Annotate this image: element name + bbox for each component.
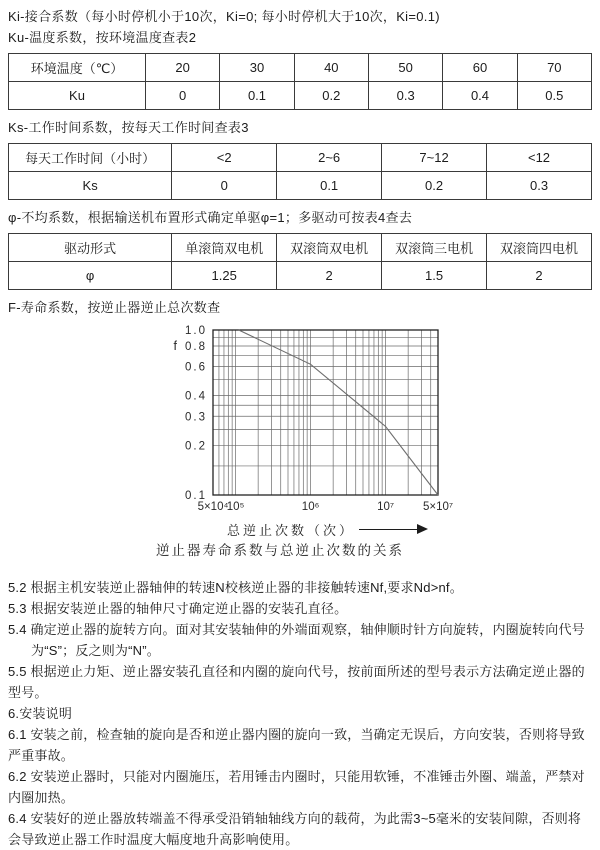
x-tick-label: 10⁶ bbox=[301, 501, 320, 513]
section-5-3: 5.3 根据安装逆止器的轴伸尺寸确定逆止器的安装孔直径。 bbox=[8, 601, 348, 616]
table-cell: 2 bbox=[487, 262, 592, 290]
table-cell: 0 bbox=[146, 82, 220, 110]
intro-line-ku: Ku-温度系数，按环境温度查表2 bbox=[8, 30, 197, 45]
table-cell: 2 bbox=[277, 262, 382, 290]
table-cell: Ks bbox=[9, 172, 172, 200]
table-cell: 0.1 bbox=[277, 172, 382, 200]
table-header-cell: <2 bbox=[172, 144, 277, 172]
table-header-cell: 环境温度（℃） bbox=[9, 54, 146, 82]
intro-line-f: F-寿命系数，按逆止器逆止总次数查 bbox=[8, 300, 221, 315]
chart-x-axis-title: 总逆止次数（次） bbox=[226, 522, 355, 538]
y-tick-label: 0.1 bbox=[185, 490, 207, 502]
x-axis-arrow-icon bbox=[359, 524, 428, 534]
section-6-heading: 6.安装说明 bbox=[8, 706, 73, 721]
y-tick-label: 0.6 bbox=[185, 361, 207, 374]
worktime-coefficient-table bbox=[8, 143, 592, 200]
section-6-2: 6.2 安装逆止器时，只能对内圈施压，若用锤击内圈时，只能用软锤，不准锤击外圈、端盖，严禁对内圈加热。 bbox=[8, 769, 585, 805]
x-tick-label: 5×10⁷ bbox=[422, 501, 454, 513]
table-header-cell: 50 bbox=[368, 54, 442, 82]
table-cell: 0 bbox=[172, 172, 277, 200]
table-header-cell: 30 bbox=[220, 54, 294, 82]
table-header-cell: 双滚筒三电机 bbox=[382, 234, 487, 262]
intro-line-ks: Ks-工作时间系数，按每天工作时间查表3 bbox=[8, 120, 249, 135]
section-6-1: 6.1 安装之前，检查轴的旋向是否和逆止器内圈的旋向一致，当确定无误后，方向安装，否则将导致严重事故。 bbox=[8, 727, 585, 763]
table-header-cell: 20 bbox=[146, 54, 220, 82]
table-header-cell: 每天工作时间（小时） bbox=[9, 144, 172, 172]
chart-caption: 逆止器寿命系数与总逆止次数的关系 bbox=[156, 543, 404, 558]
section-5-2: 5.2 根据主机安装逆止器轴伸的转速N校核逆止器的非接触转速Nf,要求Nd>nf。 bbox=[8, 580, 463, 595]
temperature-coefficient-table bbox=[8, 53, 592, 110]
table-header-cell: 40 bbox=[294, 54, 368, 82]
table-cell: 1.5 bbox=[382, 262, 487, 290]
table-row bbox=[9, 234, 592, 262]
life-coefficient-chart bbox=[148, 323, 460, 519]
table-cell: φ bbox=[9, 262, 172, 290]
y-tick-label: 0.8 bbox=[185, 340, 207, 353]
table-row bbox=[9, 82, 592, 110]
table-header-cell: 驱动形式 bbox=[9, 234, 172, 262]
table-header-cell: 7~12 bbox=[382, 144, 487, 172]
y-tick-label: 1.0 bbox=[185, 325, 207, 337]
x-tick-label: 5×10⁴ bbox=[197, 501, 229, 513]
table-header-cell: 单滚筒双电机 bbox=[172, 234, 277, 262]
y-tick-label: 0.3 bbox=[185, 411, 207, 424]
table-cell: 0.2 bbox=[294, 82, 368, 110]
life-coefficient-chart-block bbox=[8, 323, 592, 559]
table-cell: 0.2 bbox=[382, 172, 487, 200]
x-tick-label: 10⁷ bbox=[377, 501, 395, 513]
table-header-cell: 双滚筒四电机 bbox=[487, 234, 592, 262]
table-row bbox=[9, 144, 592, 172]
intro-line-ki: Ki-接合系数（每小时停机小于10次，Ki=0; 每小时停机大于10次，Ki=0.1) bbox=[8, 9, 440, 24]
table-row bbox=[9, 262, 592, 290]
table-cell: 0.3 bbox=[487, 172, 592, 200]
section-6-4: 6.4 安装好的逆止器放转端盖不得承受沿销轴轴线方向的载荷，为此需3~5毫米的安装间隙，否则将会导致逆止器工作时温度大幅度地升高影响使用。 bbox=[8, 811, 582, 847]
x-tick-label: 10⁵ bbox=[226, 501, 245, 513]
drive-form-coefficient-table bbox=[8, 233, 592, 290]
table-header-cell: 双滚筒双电机 bbox=[277, 234, 382, 262]
table-cell: 0.3 bbox=[368, 82, 442, 110]
section-5-4: 5.4 确定逆止器的旋转方向。面对其安装轴伸的外端面观察，轴伸顺时针方向旋转，内圈旋转向代号为“S”；反之则为“N”。 bbox=[8, 622, 585, 658]
table-cell: 0.4 bbox=[443, 82, 517, 110]
table-cell: 1.25 bbox=[172, 262, 277, 290]
table-header-cell: <12 bbox=[487, 144, 592, 172]
table-header-cell: 60 bbox=[443, 54, 517, 82]
text-sections bbox=[8, 577, 592, 850]
table-cell: 0.5 bbox=[517, 82, 591, 110]
intro-line-phi: φ-不均系数，根据输送机布置形式确定单驱φ=1；多驱动可按表4查去 bbox=[8, 210, 413, 225]
table-row bbox=[9, 54, 592, 82]
table-header-cell: 2~6 bbox=[277, 144, 382, 172]
table-row bbox=[9, 172, 592, 200]
table-header-cell: 70 bbox=[517, 54, 591, 82]
chart-x-axis-title-row bbox=[8, 519, 592, 539]
y-tick-label: 0.4 bbox=[185, 390, 207, 403]
table-cell: 0.1 bbox=[220, 82, 294, 110]
y-axis-label: f bbox=[173, 338, 177, 353]
table-cell: Ku bbox=[9, 82, 146, 110]
section-5-5: 5.5 根据逆止力矩、逆止器安装孔直径和内圈的旋向代号，按前面所述的型号表示方法确定逆止器的型号。 bbox=[8, 664, 585, 700]
plot-frame bbox=[213, 330, 438, 495]
y-tick-label: 0.2 bbox=[185, 440, 207, 453]
